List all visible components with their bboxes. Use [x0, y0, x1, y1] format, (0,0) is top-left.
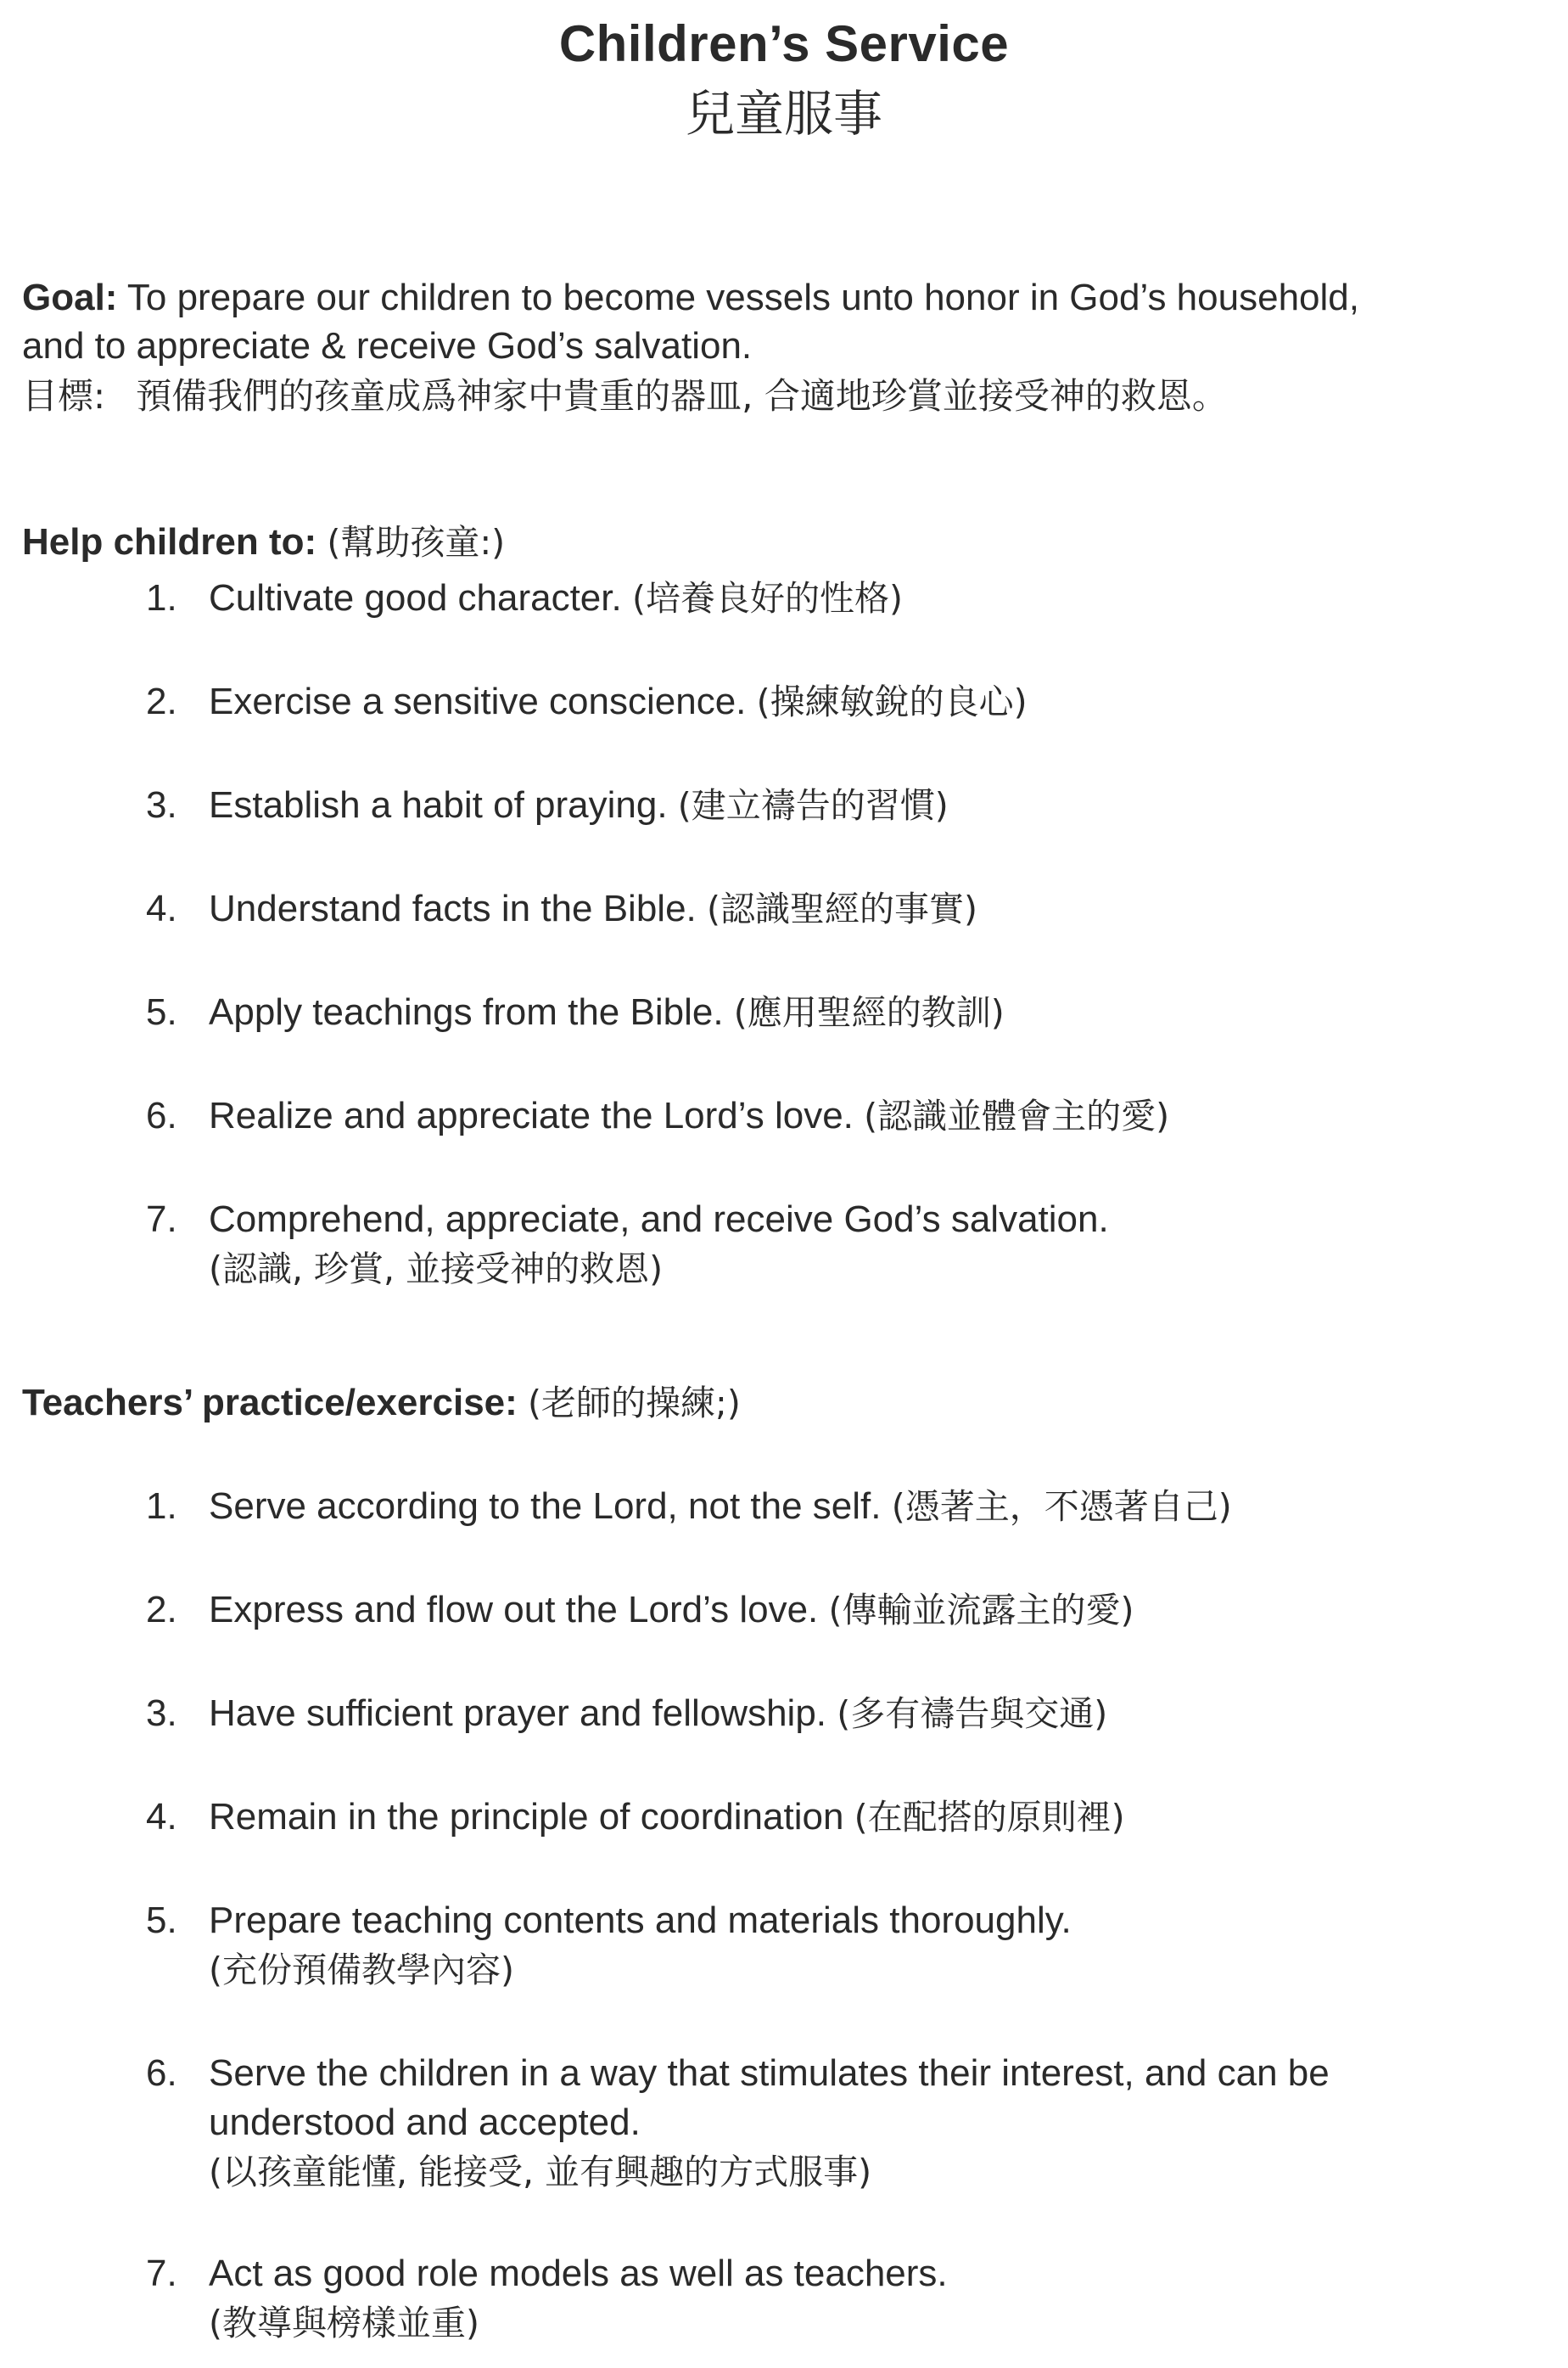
list-item — [146, 988, 1537, 1037]
list-item-chinese: (認識聖經的事實) — [707, 889, 978, 929]
goal-text-chinese: 預備我們的孩童成爲神家中貴重的器皿, 合適地珍賞並接受神的救恩。 — [136, 375, 1228, 417]
list-item-chinese: (認識, 珍賞, 並接受神的救恩) — [209, 1249, 664, 1289]
title-block — [0, 8, 1568, 148]
list-item-number: 5. — [146, 1899, 177, 1941]
list-item-text — [209, 1195, 1537, 1293]
list-item-chinese: (充份預備教學內容) — [209, 1950, 514, 1990]
list-item-number: 3. — [146, 1692, 177, 1734]
list-item-chinese: (憑著主，不憑著自己) — [891, 1486, 1232, 1527]
list-item-text — [209, 2249, 1537, 2348]
list-item-chinese: (認識並體會主的愛) — [864, 1096, 1170, 1136]
list-item — [146, 1585, 1537, 1635]
list-item-chinese: (教導與榜樣並重) — [209, 2303, 479, 2343]
list-item-number: 1. — [146, 577, 177, 619]
list-item-number: 5. — [146, 991, 177, 1033]
list-item-number: 6. — [146, 2052, 177, 2094]
teachers-heading-text: Teachers’ practice/exercise: — [22, 1382, 518, 1423]
list-item-chinese: (建立禱告的習慣) — [677, 785, 949, 826]
list-item-english: Have sufficient prayer and fellowship. — [209, 1692, 827, 1734]
list-item-text — [209, 1793, 1537, 1842]
list-item-english: Understand facts in the Bible. — [209, 888, 697, 929]
goal-line-2: and to appreciate & receive God’s salvation. — [22, 325, 753, 367]
goal-text-1: To prepare our children to become vessels unto honor in God’s household, — [126, 277, 1359, 318]
list-item-english-continued: understood and accepted. — [209, 2101, 641, 2143]
list-item-english: Establish a habit of praying. — [209, 784, 668, 826]
list-item-number: 2. — [146, 1589, 177, 1630]
list-item-text — [209, 1091, 1537, 1141]
list-item — [146, 1482, 1537, 1531]
list-item-chinese: (應用聖經的教訓) — [733, 992, 1005, 1033]
list-item-number: 7. — [146, 2253, 177, 2294]
list-item — [146, 574, 1537, 623]
list-item-english: Realize and appreciate the Lord’s love. — [209, 1095, 854, 1136]
list-item-number: 6. — [146, 1095, 177, 1136]
list-item — [146, 884, 1537, 934]
list-item-text — [209, 884, 1537, 934]
teachers-practice-heading — [22, 1378, 741, 1428]
goal-label-chinese: 目標: — [22, 375, 106, 417]
page-title-chinese: 兒童服事 — [685, 85, 882, 143]
page-title: Children’s Service — [558, 15, 1010, 72]
list-item-chinese: (傳輸並流露主的愛) — [828, 1590, 1134, 1630]
list-item-chinese: (以孩童能懂, 能接受, 並有興趣的方式服事) — [209, 2152, 872, 2192]
list-item-text — [209, 677, 1537, 727]
list-item-text — [209, 574, 1537, 623]
help-children-heading — [22, 518, 505, 567]
list-item-english: Apply teachings from the Bible. — [209, 991, 724, 1033]
list-item-number: 7. — [146, 1198, 177, 1240]
list-item-chinese: (操練敏銳的良心) — [756, 682, 1028, 722]
list-item — [146, 2049, 1537, 2197]
list-item-text — [209, 781, 1537, 830]
list-item-text — [209, 1585, 1537, 1635]
list-item — [146, 1195, 1537, 1293]
list-item-chinese: (在配搭的原則裡) — [854, 1797, 1125, 1838]
list-item-english: Express and flow out the Lord’s love. — [209, 1589, 819, 1630]
list-item-number: 2. — [146, 681, 177, 722]
list-item-english: Act as good role models as well as teachers. — [209, 2253, 948, 2294]
help-heading-text: Help children to: — [22, 521, 317, 563]
list-item-number: 4. — [146, 1796, 177, 1838]
list-item-text — [209, 1896, 1537, 1995]
list-item-text — [209, 1482, 1537, 1531]
list-item-number: 3. — [146, 784, 177, 826]
list-item-text — [209, 1689, 1537, 1738]
list-item — [146, 2249, 1537, 2348]
list-item-text — [209, 988, 1537, 1037]
list-item-number: 4. — [146, 888, 177, 929]
list-item-english: Cultivate good character. — [209, 577, 622, 619]
list-item-english: Remain in the principle of coordination — [209, 1796, 844, 1838]
list-item-english: Exercise a sensitive conscience. — [209, 681, 747, 722]
list-item-number: 1. — [146, 1485, 177, 1527]
goal-section — [22, 273, 1549, 423]
goal-line-1 — [22, 273, 1549, 322]
list-item-chinese: (培養良好的性格) — [631, 578, 903, 619]
list-item — [146, 677, 1537, 727]
list-item — [146, 781, 1537, 830]
teachers-heading-chinese: (老師的操練;) — [528, 1383, 741, 1423]
list-item-english: Comprehend, appreciate, and receive God’s salvation. — [209, 1198, 1109, 1240]
list-item-chinese: (多有禱告與交通) — [837, 1693, 1108, 1734]
goal-line-chinese — [22, 370, 1549, 423]
goal-label: Goal: — [22, 277, 118, 318]
list-item-english: Serve the children in a way that stimulates their interest, and can be — [209, 2052, 1330, 2094]
list-item — [146, 1896, 1537, 1995]
list-item — [146, 1091, 1537, 1141]
list-item-text — [209, 2049, 1537, 2197]
list-item-english: Serve according to the Lord, not the self. — [209, 1485, 882, 1527]
list-item — [146, 1689, 1537, 1738]
list-item — [146, 1793, 1537, 1842]
list-item-english: Prepare teaching contents and materials thoroughly. — [209, 1899, 1072, 1941]
help-heading-chinese: (幫助孩童:) — [327, 522, 506, 563]
